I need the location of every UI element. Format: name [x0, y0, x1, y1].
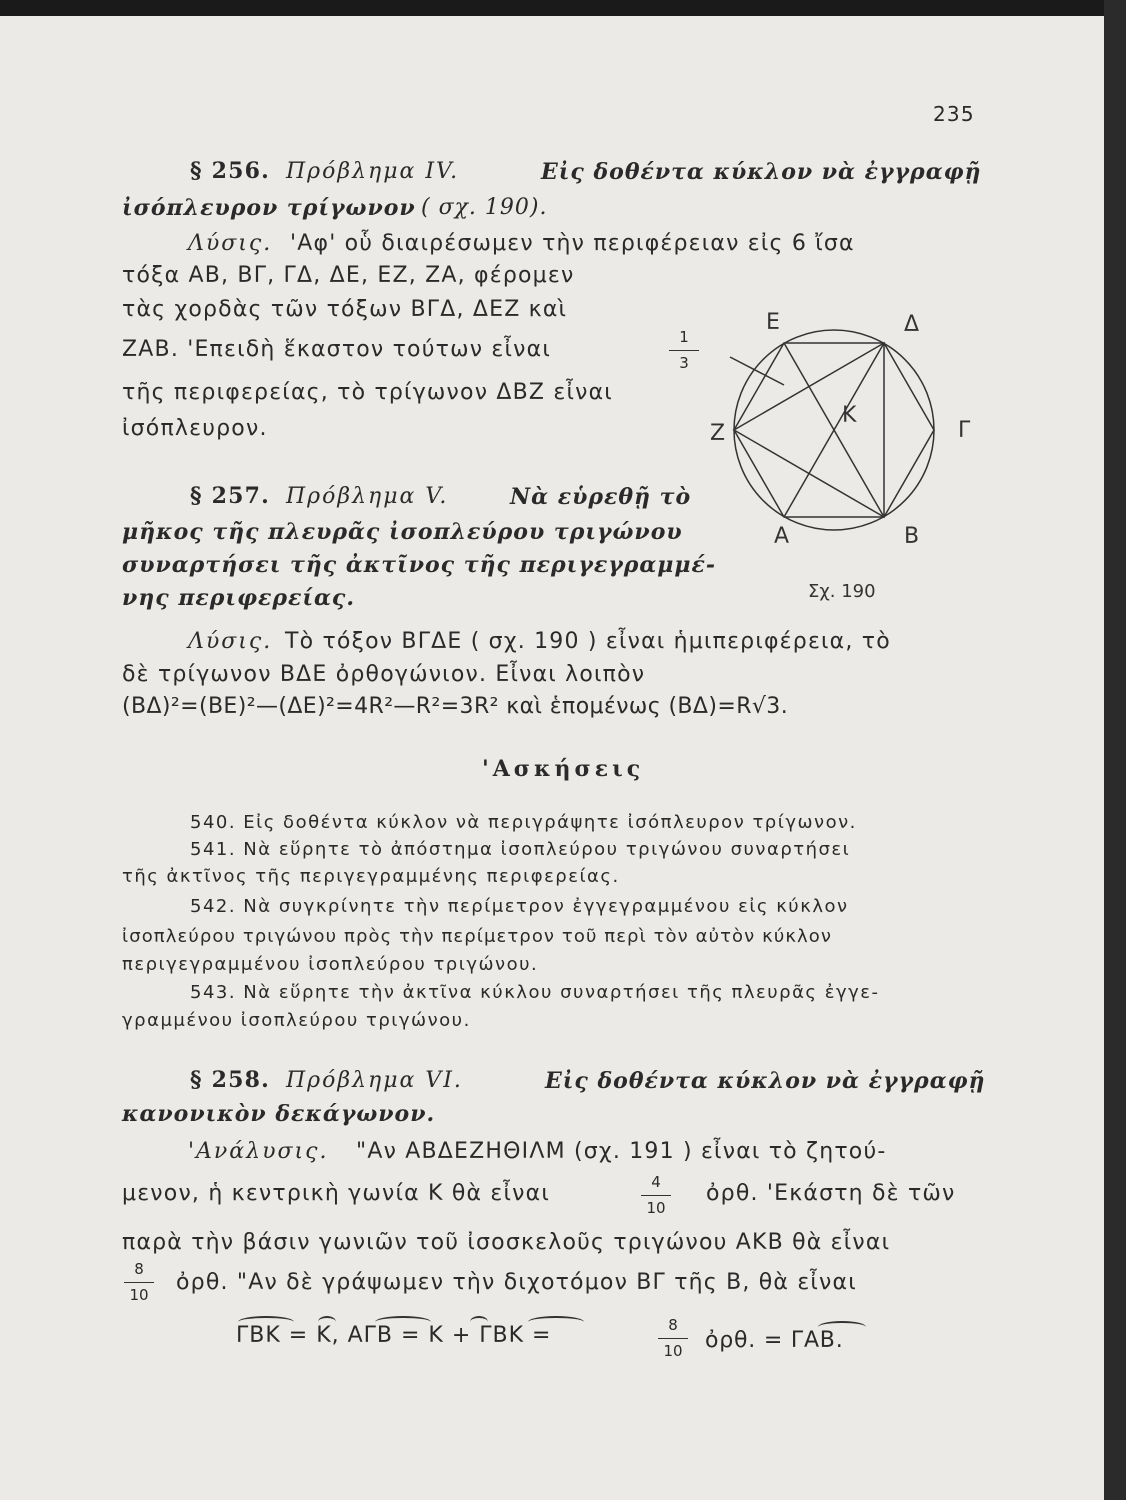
section-257-solution-line2: δὲ τρίγωνον ΒΔΕ ὀρθογώνιον. Εἶναι λοιπὸν [122, 662, 646, 687]
section-258-title-line1: Εἰς δοθέντα κύκλον νὰ ἐγγραφῇ [545, 1068, 986, 1094]
fraction-8-10-numerator: 8 [134, 1260, 144, 1278]
section-256-problem: Πρόβλημα IV. [286, 159, 460, 184]
page-number: 235 [933, 102, 975, 126]
angle-hat-GBK-2 [528, 1316, 584, 1328]
figure-190-caption: Σχ. 190 [808, 581, 876, 602]
scan-right-border [1104, 0, 1126, 1500]
angle-hat-GAB [818, 1321, 866, 1333]
angle-hat-K-2 [470, 1316, 488, 1328]
fraction-4-10-denominator: 10 [646, 1199, 666, 1217]
angle-equation-part2: ὀρθ. = ΓΑΒ. [705, 1328, 844, 1353]
pointer-line [730, 357, 784, 385]
label-Z: Ζ [710, 421, 726, 446]
fraction-4-10-bar [641, 1195, 671, 1196]
fraction-one-third-numerator: 1 [679, 328, 689, 346]
section-258-title-line2: κανονικὸν δεκάγωνον. [122, 1101, 436, 1127]
label-A: Α [774, 524, 790, 549]
section-256-title-line2: ἰσόπλευρον τρίγωνον [122, 195, 416, 221]
exercise-542-line2: ἰσοπλεύρου τριγώνου πρὸς τὴν περίμετρον τοῦ περὶ τὸν αὐτὸν κύκλον [122, 926, 833, 947]
section-258-analysis-line4: ὀρθ. "Αν δὲ γράψωμεν τὴν διχοτόμον ΒΓ τῆς Β, θὰ εἶναι [176, 1270, 857, 1295]
fraction-eq-8-10-denominator: 10 [663, 1342, 683, 1360]
section-257-title-line3: συναρτήσει τῆς ἀκτῖνος τῆς περιγεγραμμέ- [122, 552, 717, 578]
fraction-eq-8-10-numerator: 8 [668, 1316, 678, 1334]
angle-hat-GBK-1 [238, 1316, 294, 1328]
section-256-solution-label: Λύσις. [188, 231, 273, 256]
label-B: Β [904, 524, 920, 549]
figure-190-diagram [700, 295, 980, 615]
section-258-number: § 258. [190, 1067, 270, 1093]
section-256-title-line1: Εἰς δοθέντα κύκλον νὰ ἐγγραφῇ [541, 159, 982, 185]
fraction-one-third-bar [669, 350, 699, 351]
section-258-analysis-line2b: ὀρθ. 'Εκάστη δὲ τῶν [706, 1181, 956, 1206]
angle-hat-AGB [375, 1316, 431, 1328]
exercise-543-line2: γραμμένου ἰσοπλεύρου τριγώνου. [122, 1010, 471, 1031]
section-257-problem: Πρόβλημα V. [286, 484, 449, 509]
section-258-problem: Πρόβλημα VI. [286, 1068, 463, 1093]
fraction-8-10-denominator: 10 [129, 1286, 149, 1304]
exercises-heading: 'Ασκήσεις [482, 756, 645, 782]
fraction-eq-8-10-bar [658, 1338, 688, 1339]
section-257-title-line4: νης περιφερείας. [122, 585, 355, 611]
section-257-number: § 257. [190, 483, 270, 509]
section-258-analysis-label: 'Ανάλυσις. [188, 1139, 329, 1164]
label-G: Γ [958, 418, 971, 443]
section-256-number: § 256. [190, 158, 270, 184]
exercise-540: 540. Εἰς δοθέντα κύκλον νὰ περιγράψητε ἰσόπλευρον τρίγωνον. [190, 812, 857, 833]
section-258-analysis-line3: παρὰ τὴν βάσιν γωνιῶν τοῦ ἰσοσκελοῦς τριγώνου ΑΚΒ θὰ εἶναι [122, 1230, 891, 1255]
exercise-541-line1: 541. Νὰ εὕρητε τὸ ἀπόστημα ἰσοπλεύρου τριγώνου συναρτήσει [190, 839, 851, 860]
exercise-542-line3: περιγεγραμμένου ἰσοπλεύρου τριγώνου. [122, 954, 539, 975]
scan-top-border [0, 0, 1126, 16]
fraction-8-10-bar [124, 1282, 154, 1283]
label-K: Κ [842, 403, 857, 428]
fraction-4-10-numerator: 4 [651, 1173, 661, 1191]
fraction-one-third-denominator: 3 [679, 354, 689, 372]
label-E: Ε [766, 310, 780, 335]
angle-hat-K-1 [318, 1316, 336, 1328]
section-256-solution-line6: ἰσόπλευρον. [122, 416, 268, 441]
label-D: Δ [904, 312, 920, 337]
angle-equation-part1: ΓΒΚ = Κ, ΑΓΒ = Κ + ΓΒΚ = [236, 1323, 552, 1348]
section-256-figure-ref: ( σχ. 190). [421, 195, 548, 220]
section-256-solution-line2: τόξα ΑΒ, ΒΓ, ΓΔ, ΔΕ, ΕΖ, ΖΑ, φέρομεν [122, 263, 575, 288]
section-258-analysis-line2a: μενον, ἡ κεντρικὴ γωνία Κ θὰ εἶναι [122, 1181, 550, 1206]
exercise-542-line1: 542. Νὰ συγκρίνητε τὴν περίμετρον ἐγγεγραμμένου εἰς κύκλον [190, 896, 849, 917]
section-256-solution-line1: 'Αφ' οὗ διαιρέσωμεν τὴν περιφέρειαν εἰς 6 ἴσα [290, 231, 855, 256]
section-257-title-line2: μῆκος τῆς πλευρᾶς ἰσοπλεύρου τριγώνου [122, 519, 683, 545]
section-256-solution-line5: τῆς περιφερείας, τὸ τρίγωνον ΔΒΖ εἶναι [122, 380, 613, 405]
section-256-solution-line3: τὰς χορδὰς τῶν τόξων ΒΓΔ, ΔΕΖ καὶ [122, 297, 568, 322]
section-257-solution-line1: Τὸ τόξον ΒΓΔΕ ( σχ. 190 ) εἶναι ἡμιπεριφέρεια, τὸ [285, 629, 891, 654]
exercise-543-line1: 543. Νὰ εὕρητε τὴν ἀκτῖνα κύκλου συναρτήσει τῆς πλευρᾶς ἐγγε- [190, 982, 880, 1003]
triangle-DBZ [734, 343, 884, 517]
section-258-analysis-line1: "Αν ΑΒΔΕΖΗΘΙΛΜ (σχ. 191 ) εἶναι τὸ ζητού- [356, 1139, 887, 1164]
exercise-541-line2: τῆς ἀκτῖνος τῆς περιγεγραμμένης περιφερείας. [122, 866, 620, 887]
section-256-solution-line4: ΖΑΒ. 'Επειδὴ ἕκαστον τούτων εἶναι [122, 337, 551, 362]
section-257-title-line1: Νὰ εὑρεθῇ τὸ [510, 484, 692, 510]
section-257-solution-line3: (ΒΔ)²=(ΒΕ)²—(ΔΕ)²=4R²—R²=3R² καὶ ἑπομένως (ΒΔ)=R√3. [122, 694, 789, 719]
section-257-solution-label: Λύσις. [188, 629, 273, 654]
